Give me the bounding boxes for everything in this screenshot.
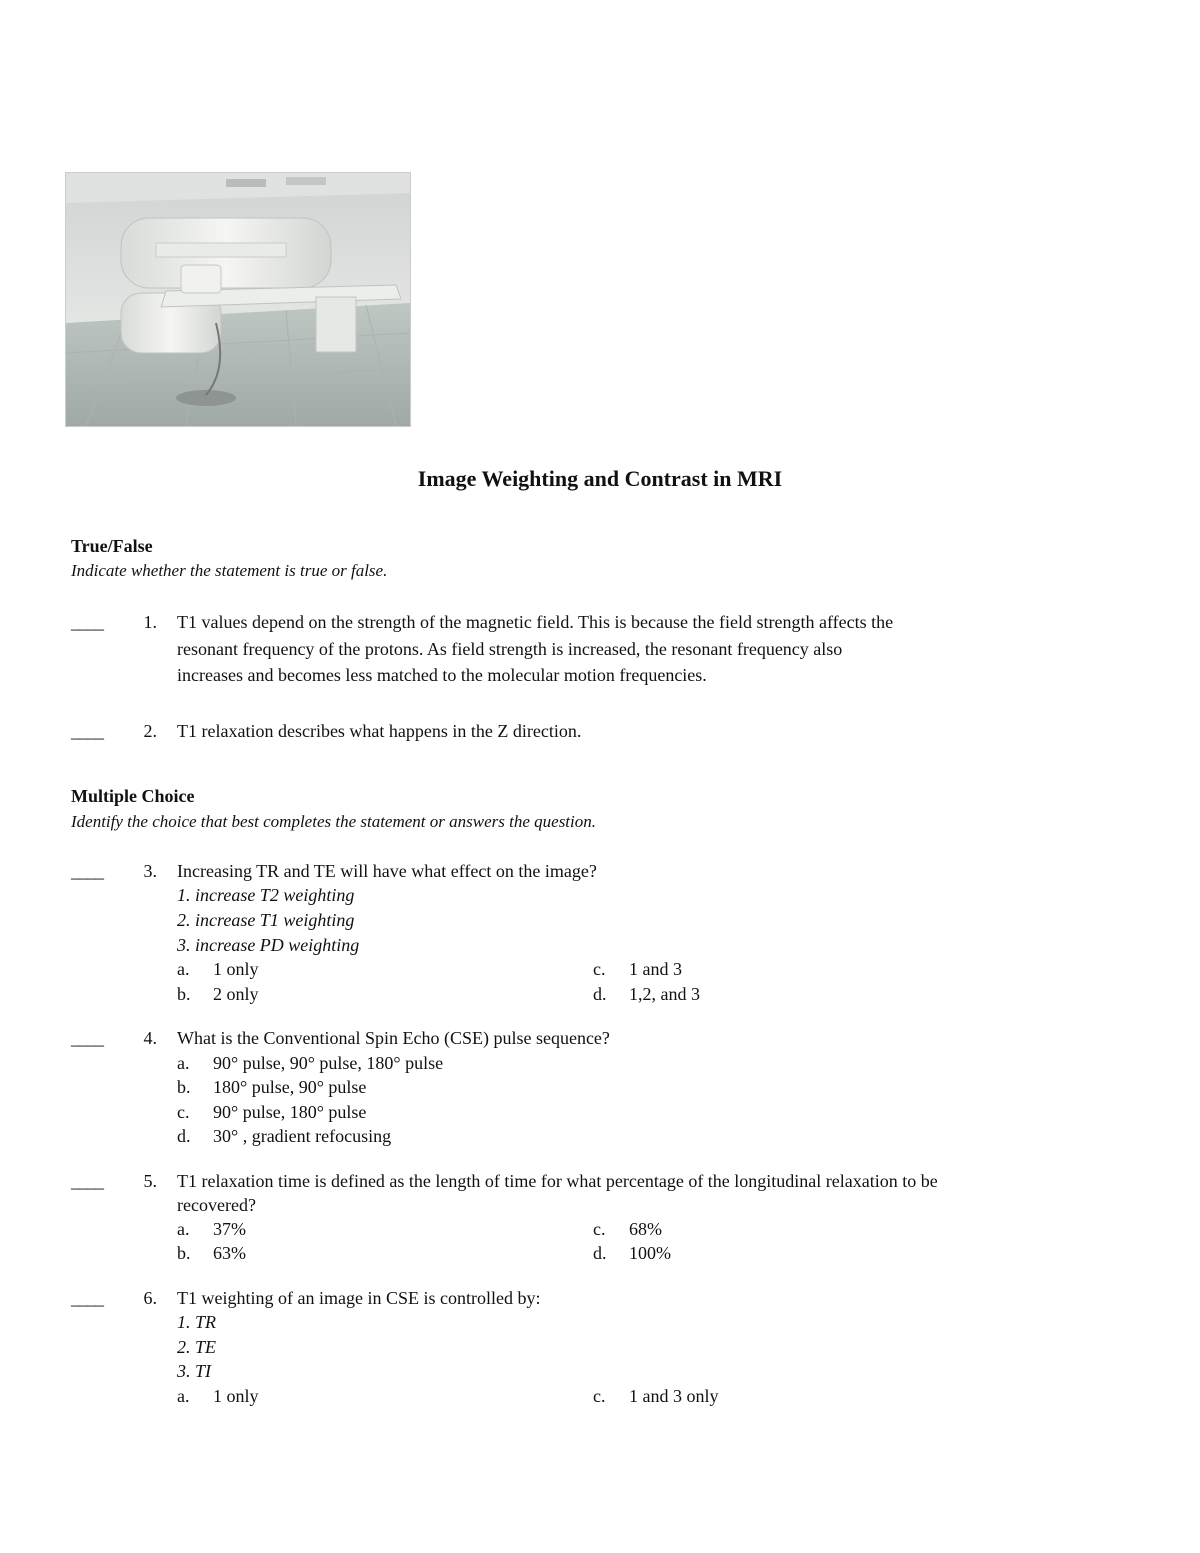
question-text-line: resonant frequency of the protons. As field strength is increased, the resonant frequency also bbox=[177, 639, 843, 659]
statement-item: 3. increase PD weighting bbox=[177, 935, 360, 955]
option-letter: b. bbox=[177, 1077, 191, 1097]
option-text: 1 only bbox=[213, 1386, 259, 1406]
question-text: T1 weighting of an image in CSE is controlled by: bbox=[177, 1288, 541, 1308]
true-false-heading: True/False bbox=[71, 536, 153, 556]
statement-item: 2. increase T1 weighting bbox=[177, 910, 355, 930]
answer-blank[interactable]: ____ bbox=[71, 612, 103, 632]
answer-blank[interactable]: ____ bbox=[71, 1171, 103, 1191]
mri-scanner-photo bbox=[65, 172, 411, 427]
answer-blank[interactable]: ____ bbox=[71, 1028, 103, 1048]
answer-option[interactable] bbox=[593, 1219, 662, 1240]
statement-item: 3. TI bbox=[177, 1361, 212, 1381]
answer-blank[interactable]: ____ bbox=[71, 721, 103, 741]
question-text-line: increases and becomes less matched to the molecular motion frequencies. bbox=[177, 665, 707, 685]
question-text: Increasing TR and TE will have what effect on the image? bbox=[177, 861, 597, 881]
answer-option[interactable] bbox=[177, 1102, 366, 1123]
question-text-line: T1 relaxation time is defined as the length of time for what percentage of the longitudinal relaxation to be bbox=[177, 1171, 938, 1191]
answer-option[interactable] bbox=[177, 1243, 246, 1264]
question-number: 6. bbox=[143, 1288, 157, 1308]
answer-blank[interactable]: ____ bbox=[71, 861, 103, 881]
option-letter: d. bbox=[593, 1243, 607, 1263]
answer-option[interactable] bbox=[177, 1053, 443, 1074]
option-text: 63% bbox=[213, 1243, 246, 1263]
option-letter: b. bbox=[177, 984, 191, 1004]
question-text: T1 relaxation describes what happens in the Z direction. bbox=[177, 721, 582, 741]
option-text: 30° , gradient refocusing bbox=[213, 1126, 392, 1146]
option-letter: a. bbox=[177, 1219, 190, 1239]
option-text: 180° pulse, 90° pulse bbox=[213, 1077, 367, 1097]
statement-item: 1. increase T2 weighting bbox=[177, 885, 355, 905]
answer-option[interactable] bbox=[593, 1386, 719, 1407]
question-text-line: T1 values depend on the strength of the magnetic field. This is because the field strength affects the bbox=[177, 612, 894, 632]
answer-option[interactable] bbox=[593, 959, 682, 980]
option-letter: a. bbox=[177, 959, 190, 979]
answer-blank[interactable]: ____ bbox=[71, 1288, 103, 1308]
option-letter: c. bbox=[593, 1386, 606, 1406]
answer-option[interactable] bbox=[177, 1126, 391, 1147]
option-letter: c. bbox=[177, 1102, 190, 1122]
option-letter: a. bbox=[177, 1386, 190, 1406]
option-letter: b. bbox=[177, 1243, 191, 1263]
option-text: 68% bbox=[629, 1219, 662, 1239]
answer-option[interactable] bbox=[177, 984, 259, 1005]
answer-option[interactable] bbox=[593, 984, 700, 1005]
answer-option[interactable] bbox=[593, 1243, 671, 1264]
question-number: 5. bbox=[143, 1171, 157, 1191]
answer-option[interactable] bbox=[177, 1219, 246, 1240]
option-text: 1 and 3 bbox=[629, 959, 682, 979]
answer-option[interactable] bbox=[177, 1386, 259, 1407]
option-letter: d. bbox=[177, 1126, 191, 1146]
option-letter: c. bbox=[593, 959, 606, 979]
option-text: 1 and 3 only bbox=[629, 1386, 719, 1406]
statement-item: 2. TE bbox=[177, 1337, 217, 1357]
question-text: What is the Conventional Spin Echo (CSE) pulse sequence? bbox=[177, 1028, 610, 1048]
option-text: 1 only bbox=[213, 959, 259, 979]
question-number: 4. bbox=[143, 1028, 157, 1048]
option-text: 2 only bbox=[213, 984, 259, 1004]
true-false-instructions: Indicate whether the statement is true or false. bbox=[71, 561, 388, 580]
option-text: 37% bbox=[213, 1219, 246, 1239]
statement-item: 1. TR bbox=[177, 1312, 217, 1332]
multiple-choice-instructions: Identify the choice that best completes the statement or answers the question. bbox=[71, 812, 596, 831]
option-letter: d. bbox=[593, 984, 607, 1004]
option-text: 90° pulse, 180° pulse bbox=[213, 1102, 367, 1122]
option-text: 100% bbox=[629, 1243, 671, 1263]
option-letter: c. bbox=[593, 1219, 606, 1239]
multiple-choice-heading: Multiple Choice bbox=[71, 786, 195, 806]
question-number: 1. bbox=[143, 612, 157, 632]
page-title: Image Weighting and Contrast in MRI bbox=[417, 466, 783, 491]
answer-option[interactable] bbox=[177, 959, 259, 980]
question-text-line: recovered? bbox=[177, 1195, 256, 1215]
option-text: 1,2, and 3 bbox=[629, 984, 700, 1004]
answer-option[interactable] bbox=[177, 1077, 366, 1098]
option-letter: a. bbox=[177, 1053, 190, 1073]
question-number: 2. bbox=[143, 721, 157, 741]
question-number: 3. bbox=[143, 861, 157, 881]
option-text: 90° pulse, 90° pulse, 180° pulse bbox=[213, 1053, 444, 1073]
